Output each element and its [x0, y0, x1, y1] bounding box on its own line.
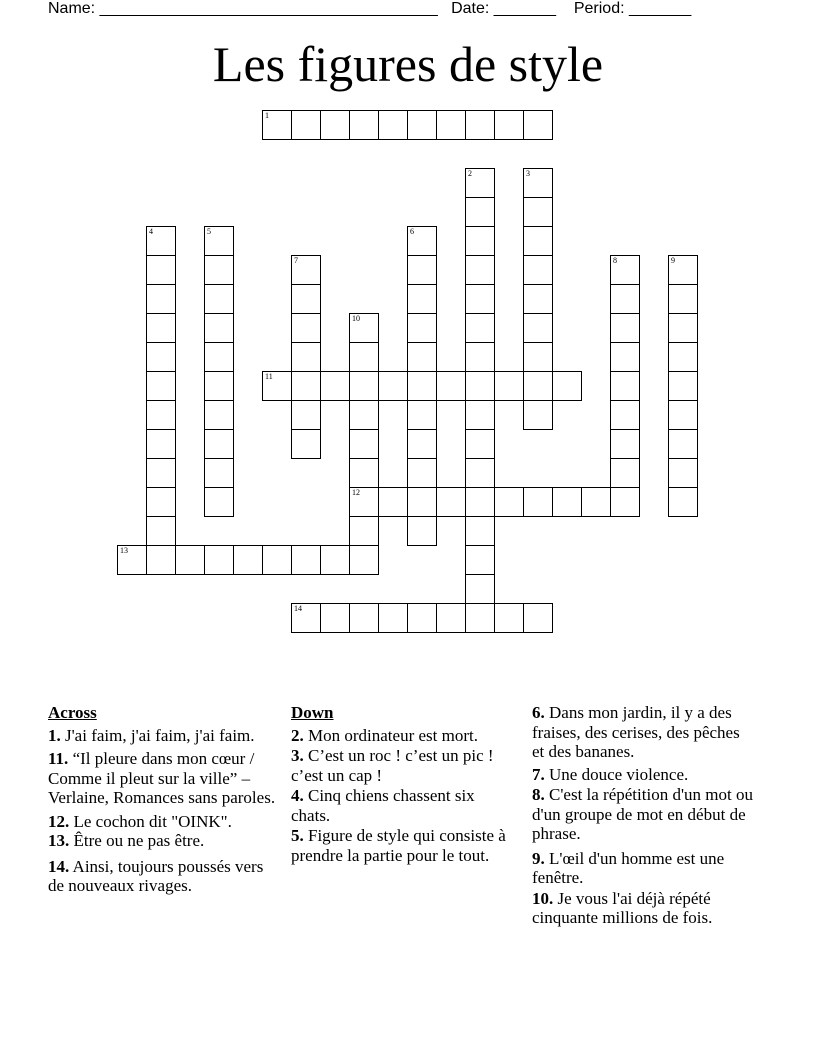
- grid-cell[interactable]: [349, 110, 379, 140]
- grid-cell[interactable]: [407, 284, 437, 314]
- grid-cell[interactable]: [610, 255, 640, 285]
- grid-cell[interactable]: [146, 371, 176, 401]
- grid-cell[interactable]: [146, 400, 176, 430]
- name-label: Name:: [48, 0, 96, 17]
- cell-number: 4: [149, 227, 153, 236]
- grid-cell[interactable]: [407, 313, 437, 343]
- grid-cell[interactable]: [668, 284, 698, 314]
- grid-cell[interactable]: [204, 342, 234, 372]
- grid-cell[interactable]: [204, 255, 234, 285]
- grid-cell[interactable]: [204, 429, 234, 459]
- clue-down-3: 3. C’est un roc ! c’est un pic ! c’est un cap !: [291, 746, 494, 785]
- grid-cell[interactable]: [668, 255, 698, 285]
- grid-cell[interactable]: [523, 342, 553, 372]
- grid-cell[interactable]: [465, 342, 495, 372]
- grid-cell[interactable]: [349, 342, 379, 372]
- grid-cell[interactable]: [146, 545, 176, 575]
- grid-cell[interactable]: [262, 545, 292, 575]
- grid-cell[interactable]: [146, 226, 176, 256]
- cell-number: 7: [294, 256, 298, 265]
- grid-cell[interactable]: [378, 603, 408, 633]
- grid-cell[interactable]: [465, 516, 495, 546]
- clue-down-5: 5. Figure de style qui consiste à prendre la partie pour le tout.: [291, 826, 506, 865]
- grid-cell[interactable]: [465, 429, 495, 459]
- grid-cell[interactable]: [320, 545, 350, 575]
- grid-cell[interactable]: [146, 458, 176, 488]
- grid-cell[interactable]: [465, 226, 495, 256]
- cell-number: 12: [352, 488, 360, 497]
- grid-cell[interactable]: [465, 110, 495, 140]
- cell-number: 1: [265, 111, 269, 120]
- cell-number: 8: [613, 256, 617, 265]
- grid-cell[interactable]: [407, 255, 437, 285]
- clue-down-8: 8. C'est la répétition d'un mot ou d'un groupe de mot en début de phrase.: [532, 785, 753, 843]
- clue-down-9: 9. L'œil d'un homme est une fenêtre.: [532, 848, 725, 887]
- grid-cell[interactable]: [407, 487, 437, 517]
- grid-cell[interactable]: [291, 255, 321, 285]
- grid-cell[interactable]: [668, 487, 698, 517]
- grid-cell[interactable]: [378, 487, 408, 517]
- grid-cell[interactable]: [494, 487, 524, 517]
- grid-cell[interactable]: [581, 487, 611, 517]
- cell-number: 14: [294, 604, 302, 613]
- grid-cell[interactable]: [291, 400, 321, 430]
- grid-cell[interactable]: [349, 313, 379, 343]
- grid-cell[interactable]: [494, 371, 524, 401]
- grid-cell[interactable]: [436, 487, 466, 517]
- grid-cell[interactable]: [146, 516, 176, 546]
- grid-cell[interactable]: [523, 313, 553, 343]
- grid-cell[interactable]: [349, 545, 379, 575]
- grid-cell[interactable]: [204, 313, 234, 343]
- grid-cell[interactable]: [291, 284, 321, 314]
- grid-cell[interactable]: [291, 342, 321, 372]
- down-clues-continued: [532, 703, 756, 932]
- grid-cell[interactable]: [494, 110, 524, 140]
- grid-cell[interactable]: [523, 110, 553, 140]
- grid-cell[interactable]: [523, 400, 553, 430]
- clue-across-11: 11. “Il pleure dans mon cœur / Comme il pleut sur la ville” – Verlaine, Romances sans paroles.: [48, 749, 276, 807]
- grid-cell[interactable]: [320, 371, 350, 401]
- grid-cell[interactable]: [465, 168, 495, 198]
- clue-down-2: 2. Mon ordinateur est mort.: [291, 725, 478, 745]
- date-label: Date:: [451, 0, 490, 17]
- grid-cell[interactable]: [320, 603, 350, 633]
- grid-cell[interactable]: [204, 458, 234, 488]
- grid-cell[interactable]: [436, 110, 466, 140]
- grid-cell[interactable]: [610, 313, 640, 343]
- grid-cell[interactable]: [465, 574, 495, 604]
- grid-cell[interactable]: [146, 284, 176, 314]
- clue-across-14: 14. Ainsi, toujours poussés vers de nouveaux rivages.: [48, 856, 264, 895]
- grid-cell[interactable]: [349, 516, 379, 546]
- grid-cell[interactable]: [349, 603, 379, 633]
- grid-cell[interactable]: [407, 516, 437, 546]
- grid-cell[interactable]: [465, 197, 495, 227]
- period-blank[interactable]: _______: [629, 0, 692, 17]
- clue-across-12: 12. Le cochon dit "OINK".: [48, 811, 232, 831]
- grid-cell[interactable]: [204, 284, 234, 314]
- date-blank[interactable]: _______: [493, 0, 557, 17]
- grid-cell[interactable]: [610, 371, 640, 401]
- grid-cell[interactable]: [523, 226, 553, 256]
- grid-cell[interactable]: [349, 371, 379, 401]
- grid-cell[interactable]: [523, 487, 553, 517]
- across-heading: Across: [48, 703, 97, 722]
- grid-cell[interactable]: [320, 110, 350, 140]
- down-heading: Down: [291, 703, 334, 722]
- clue-down-4: 4. Cinq chiens chassent six chats.: [291, 786, 475, 825]
- clue-across-13: 13. Être ou ne pas être.: [48, 831, 205, 850]
- grid-cell[interactable]: [436, 371, 466, 401]
- grid-cell[interactable]: [465, 371, 495, 401]
- grid-cell[interactable]: [349, 400, 379, 430]
- grid-cell[interactable]: [668, 342, 698, 372]
- grid-cell[interactable]: [146, 487, 176, 517]
- grid-cell[interactable]: [407, 458, 437, 488]
- grid-cell[interactable]: [146, 342, 176, 372]
- grid-cell[interactable]: [523, 371, 553, 401]
- cell-number: 5: [207, 227, 211, 236]
- grid-cell[interactable]: [494, 603, 524, 633]
- grid-cell[interactable]: [610, 458, 640, 488]
- grid-cell[interactable]: [233, 545, 263, 575]
- grid-cell[interactable]: [465, 400, 495, 430]
- grid-cell[interactable]: [668, 400, 698, 430]
- across-clues: [48, 703, 280, 900]
- grid-cell[interactable]: [146, 255, 176, 285]
- grid-cell[interactable]: [146, 429, 176, 459]
- grid-cell[interactable]: [407, 371, 437, 401]
- grid-cell[interactable]: [552, 487, 582, 517]
- clue-down-6: 6. Dans mon jardin, il y a des fraises, des cerises, des pêches et des bananes.: [532, 703, 740, 761]
- grid-cell[interactable]: [291, 545, 321, 575]
- grid-cell[interactable]: [175, 545, 205, 575]
- grid-cell[interactable]: [291, 603, 321, 633]
- grid-cell[interactable]: [552, 371, 582, 401]
- grid-cell[interactable]: [465, 545, 495, 575]
- grid-cell[interactable]: [204, 400, 234, 430]
- cell-number: 10: [352, 314, 360, 323]
- period-label: Period:: [573, 0, 625, 17]
- grid-cell[interactable]: [204, 226, 234, 256]
- grid-cell[interactable]: [523, 603, 553, 633]
- grid-cell[interactable]: [407, 110, 437, 140]
- grid-cell[interactable]: [465, 313, 495, 343]
- grid-cell[interactable]: [204, 545, 234, 575]
- cell-number: 6: [410, 227, 414, 236]
- grid-cell[interactable]: [407, 342, 437, 372]
- grid-cell[interactable]: [407, 226, 437, 256]
- grid-cell[interactable]: [668, 458, 698, 488]
- grid-cell[interactable]: [204, 487, 234, 517]
- clue-down-10: 10. Je vous l'ai déjà répété cinquante millions de fois.: [532, 888, 713, 927]
- grid-cell[interactable]: [407, 603, 437, 633]
- grid-cell[interactable]: [523, 197, 553, 227]
- down-clues: [291, 703, 515, 869]
- grid-cell[interactable]: [291, 429, 321, 459]
- cell-number: 3: [526, 169, 530, 178]
- grid-cell[interactable]: [610, 400, 640, 430]
- grid-cell[interactable]: [523, 255, 553, 285]
- cell-number: 9: [671, 256, 675, 265]
- grid-cell[interactable]: [349, 458, 379, 488]
- page-title: Les figures de style: [212, 36, 604, 92]
- grid-cell[interactable]: [436, 603, 466, 633]
- grid-cell[interactable]: [668, 371, 698, 401]
- grid-cell[interactable]: [378, 110, 408, 140]
- grid-cell[interactable]: [523, 284, 553, 314]
- grid-cell[interactable]: [117, 545, 147, 575]
- grid-cell[interactable]: [378, 371, 408, 401]
- grid-cell[interactable]: [523, 168, 553, 198]
- grid-cell[interactable]: [465, 255, 495, 285]
- grid-cell[interactable]: [291, 110, 321, 140]
- grid-cell[interactable]: [465, 458, 495, 488]
- grid-cell[interactable]: [407, 400, 437, 430]
- cell-number: 11: [265, 372, 273, 381]
- clue-down-7: 7. Une douce violence.: [532, 764, 689, 784]
- cell-number: 2: [468, 169, 472, 178]
- cell-number: 13: [120, 546, 128, 555]
- grid-cell[interactable]: [146, 313, 176, 343]
- grid-cell[interactable]: [204, 371, 234, 401]
- grid-cell[interactable]: [610, 284, 640, 314]
- grid-cell[interactable]: [465, 603, 495, 633]
- grid-cell[interactable]: [291, 371, 321, 401]
- grid-cell[interactable]: [349, 487, 379, 517]
- grid-cell[interactable]: [291, 313, 321, 343]
- grid-cell[interactable]: [668, 313, 698, 343]
- name-blank[interactable]: ______________________________________: [99, 0, 438, 17]
- grid-cell[interactable]: [610, 487, 640, 517]
- grid-cell[interactable]: [262, 371, 292, 401]
- grid-cell[interactable]: [262, 110, 292, 140]
- grid-cell[interactable]: [465, 487, 495, 517]
- clue-across-1: 1. J'ai faim, j'ai faim, j'ai faim.: [48, 725, 255, 745]
- grid-cell[interactable]: [610, 429, 640, 459]
- grid-cell[interactable]: [668, 429, 698, 459]
- grid-cell[interactable]: [610, 342, 640, 372]
- grid-cell[interactable]: [349, 429, 379, 459]
- grid-cell[interactable]: [407, 429, 437, 459]
- grid-cell[interactable]: [465, 284, 495, 314]
